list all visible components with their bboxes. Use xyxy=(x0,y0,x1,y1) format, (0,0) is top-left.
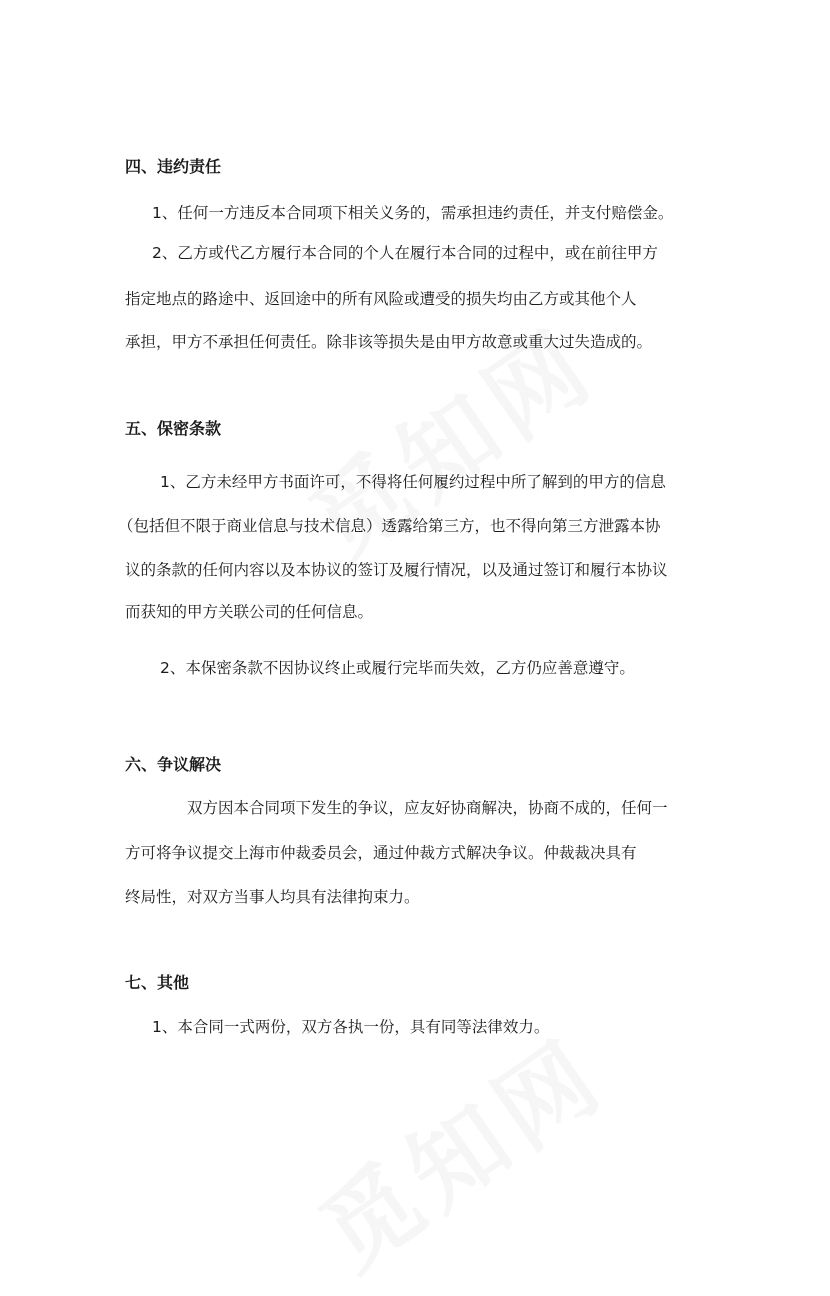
paragraph-line: 终局性，对双方当事人均具有法律拘束力。 xyxy=(125,888,420,906)
section-heading-other: 七、其他 xyxy=(125,973,190,992)
section-heading-confidentiality: 五、保密条款 xyxy=(125,419,222,438)
paragraph-line: 方可将争议提交上海市仲裁委员会，通过仲裁方式解决争议。仲裁裁决具有 xyxy=(125,844,637,862)
paragraph-line: 1、乙方未经甲方书面许可，不得将任何履约过程中所了解到的甲方的信息 xyxy=(160,473,666,491)
paragraph-line: 而获知的甲方关联公司的任何信息。 xyxy=(125,603,374,621)
paragraph-line: 2、本保密条款不因协议终止或履行完毕而失效，乙方仍应善意遵守。 xyxy=(160,659,635,677)
paragraph-line: 1、本合同一式两份，双方各执一份，具有同等法律效力。 xyxy=(152,1018,550,1036)
paragraph-line: 议的条款的任何内容以及本协议的签订及履行情况，以及通过签订和履行本协议 xyxy=(125,561,668,579)
paragraph-line: 承担，甲方不承担任何责任。除非该等损失是由甲方故意或重大过失造成的。 xyxy=(125,333,653,351)
paragraph-line: 1、任何一方违反本合同项下相关义务的，需承担违约责任，并支付赔偿金。 xyxy=(152,204,674,222)
paragraph-line: 2、乙方或代乙方履行本合同的个人在履行本合同的过程中，或在前往甲方 xyxy=(152,244,658,262)
section-heading-dispute: 六、争议解决 xyxy=(125,755,222,774)
section-heading-breach: 四、违约责任 xyxy=(125,157,222,176)
paragraph-line: 双方因本合同项下发生的争议，应友好协商解决，协商不成的，任何一 xyxy=(187,799,668,817)
watermark xyxy=(289,1001,628,1296)
paragraph-line: 指定地点的路途中、返回途中的所有风险或遭受的损失均由乙方或其他个人 xyxy=(125,290,637,308)
paragraph-line: （包括但不限于商业信息与技术信息）透露给第三方，也不得向第三方泄露本协 xyxy=(118,517,661,535)
